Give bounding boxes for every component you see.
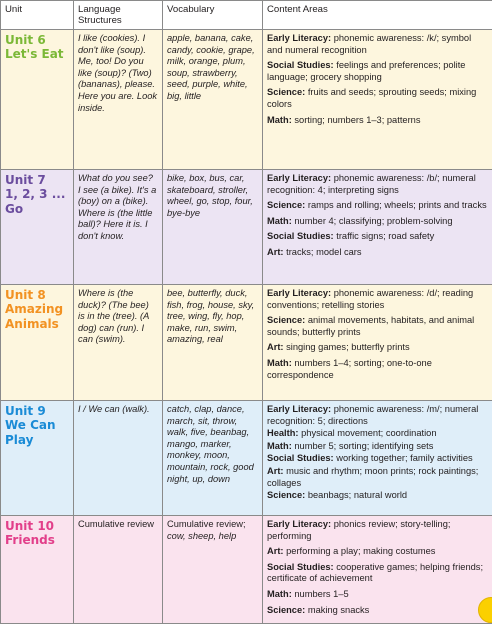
area-label: Early Literacy:: [267, 288, 331, 298]
content-area: [267, 200, 488, 212]
area-text: music and rhythm; moon prints; rock paintings; collages: [267, 466, 478, 488]
content-area: [267, 33, 488, 56]
area-label: Early Literacy:: [267, 33, 331, 43]
area-text: phonemic awareness: /b/; numeral recognition: 4; interpreting signs: [267, 173, 476, 195]
content-area: [267, 87, 488, 110]
language-structures-cell: I like (cookies). I don't like (soup). Me, too! Do you like (soup)? (Two) (bananas), please. Here you are. Look inside.: [74, 30, 163, 170]
content-area: [267, 288, 488, 311]
language-structures-cell: What do you see? I see (a bike). It's a (boy) on a (bike). Where is (the little ball)? Here it is. I don't know.: [74, 170, 163, 285]
content-area: [267, 519, 488, 542]
content-area: [267, 247, 488, 259]
area-text: cooperative games; helping friends; certificate of achievement: [267, 562, 483, 584]
content-area: [267, 358, 488, 381]
unit-cell: [1, 516, 74, 624]
unit-row-7: [1, 170, 492, 285]
vocabulary-review-note: Cumulative review;: [167, 519, 246, 529]
unit-cell: [1, 285, 74, 401]
unit-title: We Can Play: [5, 418, 69, 448]
area-text: ramps and rolling; wheels; prints and tracks: [308, 200, 487, 210]
content-area: [267, 342, 488, 354]
vocabulary-cell: bike, box, bus, car, skateboard, stroller, wheel, go, stop, four, bye-bye: [163, 170, 263, 285]
area-label: Art:: [267, 546, 284, 556]
language-structures-cell: Cumulative review: [74, 516, 163, 624]
area-label: Social Studies:: [267, 453, 334, 463]
area-label: Science:: [267, 87, 305, 97]
area-text: performing a play; making costumes: [286, 546, 435, 556]
area-label: Early Literacy:: [267, 404, 331, 414]
area-label: Math:: [267, 115, 292, 125]
area-text: number 4; classifying; problem-solving: [294, 216, 452, 226]
unit-row-6: [1, 30, 492, 170]
content-areas-cell: [263, 30, 492, 170]
content-area: [267, 428, 488, 440]
content-areas-cell: [263, 170, 492, 285]
area-label: Art:: [267, 247, 284, 257]
area-text: phonemic awareness: /m/; numeral recognition: 5; directions: [267, 404, 478, 426]
unit-row-9: [1, 401, 492, 516]
area-label: Science:: [267, 315, 305, 325]
content-areas-cell: [263, 516, 492, 624]
area-label: Science:: [267, 200, 305, 210]
language-structures-cell: I / We can (walk).: [74, 401, 163, 516]
content-area: [267, 466, 488, 489]
area-label: Math:: [267, 216, 292, 226]
area-label: Social Studies:: [267, 60, 334, 70]
area-label: Science:: [267, 490, 305, 500]
area-label: Math:: [267, 441, 292, 451]
header-vocabulary: Vocabulary: [163, 1, 263, 30]
area-label: Early Literacy:: [267, 173, 331, 183]
content-areas-cell: [263, 401, 492, 516]
content-area: [267, 231, 488, 243]
vocabulary-cell: catch, clap, dance, march, sit, throw, walk, five, beanbag, mango, marker, monkey, moon, mountain, rock, good night, up, down: [163, 401, 263, 516]
unit-cell: [1, 170, 74, 285]
unit-number: Unit 7: [5, 173, 69, 187]
content-area: [267, 453, 488, 465]
unit-number: Unit 9: [5, 404, 69, 418]
header-unit: Unit: [1, 1, 74, 30]
area-text: physical movement; coordination: [301, 428, 436, 438]
area-label: Health:: [267, 428, 299, 438]
content-area: [267, 115, 488, 127]
unit-title: Let's Eat: [5, 47, 69, 62]
area-text: phonemic awareness: /d/; reading conventions; retelling stories: [267, 288, 473, 310]
content-area: [267, 60, 488, 83]
content-area: [267, 546, 488, 558]
area-text: singing games; butterfly prints: [286, 342, 410, 352]
area-text: number 5; sorting; identifying sets: [294, 441, 433, 451]
content-area: [267, 216, 488, 228]
area-label: Art:: [267, 342, 284, 352]
unit-number: Unit 8: [5, 288, 69, 302]
area-label: Math:: [267, 589, 292, 599]
vocabulary-words: cow, sheep, help: [167, 531, 236, 541]
area-text: working together; family activities: [336, 453, 472, 463]
area-text: numbers 1–5: [294, 589, 348, 599]
unit-cell: [1, 401, 74, 516]
content-area: [267, 562, 488, 585]
vocabulary-cell: [163, 516, 263, 624]
content-area: [267, 589, 488, 601]
unit-cell: [1, 30, 74, 170]
area-text: animal movements, habitats, and animal sounds; butterfly prints: [267, 315, 474, 337]
area-label: Social Studies:: [267, 231, 334, 241]
header-row: [1, 1, 492, 30]
unit-number: Unit 10: [5, 519, 69, 533]
area-text: fruits and seeds; sprouting seeds; mixing colors: [267, 87, 476, 109]
area-label: Science:: [267, 605, 305, 615]
content-area: [267, 404, 488, 427]
vocabulary-cell: apple, banana, cake, candy, cookie, grape, milk, orange, plum, soup, strawberry, seed, purple, white, big, little: [163, 30, 263, 170]
content-area: [267, 315, 488, 338]
vocabulary-cell: bee, butterfly, duck, fish, frog, house, sky, tree, wing, fly, hop, make, run, swim, amazing, real: [163, 285, 263, 401]
area-text: making snacks: [308, 605, 370, 615]
unit-number: Unit 6: [5, 33, 69, 47]
content-areas-cell: [263, 285, 492, 401]
header-content-areas: Content Areas: [263, 1, 492, 30]
header-language-structures: Language Structures: [74, 1, 163, 30]
area-text: phonics review; story-telling; performing: [267, 519, 450, 541]
area-label: Math:: [267, 358, 292, 368]
unit-title: Amazing Animals: [5, 302, 69, 332]
area-text: sorting; numbers 1–3; patterns: [294, 115, 420, 125]
unit-title: Friends: [5, 533, 69, 548]
area-label: Art:: [267, 466, 284, 476]
area-text: phonemic awareness: /k/; symbol and numeral recognition: [267, 33, 471, 55]
area-label: Early Literacy:: [267, 519, 331, 529]
unit-title: 1, 2, 3 ... Go: [5, 187, 69, 217]
area-text: beanbags; natural world: [308, 490, 407, 500]
area-text: numbers 1–4; sorting; one-to-one correspondence: [267, 358, 432, 380]
area-text: tracks; model cars: [286, 247, 361, 257]
language-structures-cell: Where is (the duck)? (The bee) is in the (tree). (A dog) can (run). I can (swim).: [74, 285, 163, 401]
area-text: traffic signs; road safety: [336, 231, 434, 241]
unit-row-8: [1, 285, 492, 401]
area-label: Social Studies:: [267, 562, 334, 572]
content-area: [267, 490, 488, 502]
content-area: [267, 173, 488, 196]
content-area: [267, 441, 488, 453]
unit-row-10: [1, 516, 492, 624]
area-text: feelings and preferences; polite language; grocery shopping: [267, 60, 465, 82]
content-area: [267, 605, 488, 617]
